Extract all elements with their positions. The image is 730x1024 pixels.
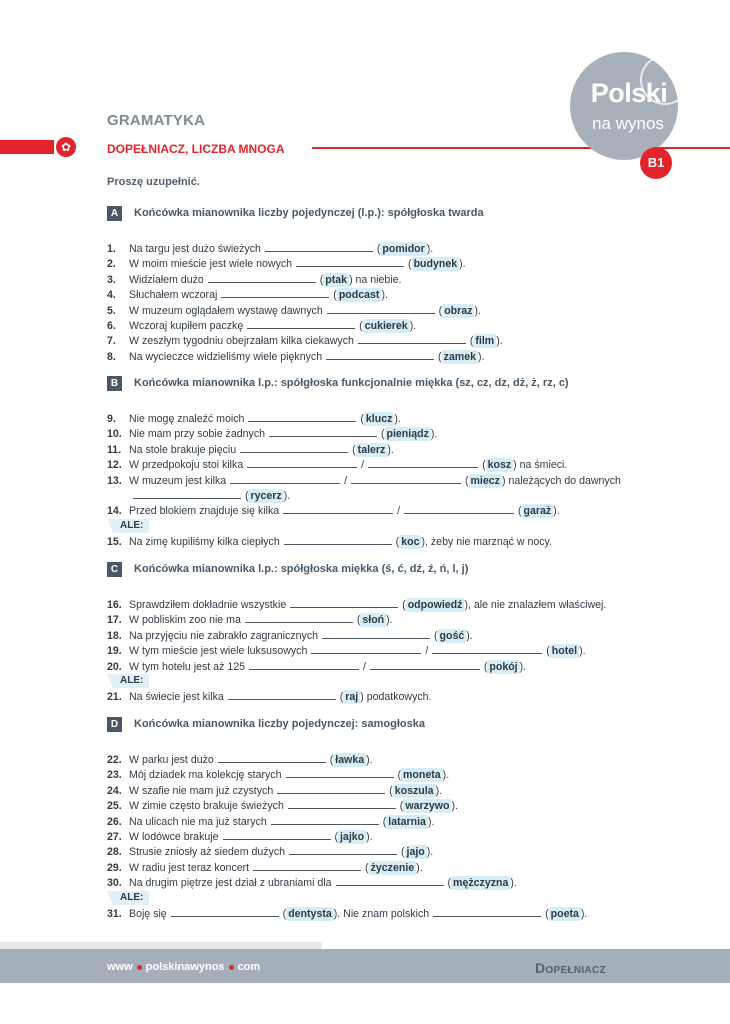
- hint-word: gość: [439, 629, 465, 642]
- hint-word: podcast: [338, 289, 380, 302]
- hint-word: pokój: [489, 660, 518, 673]
- item-number: 30.: [107, 877, 122, 890]
- section-letter: C: [107, 562, 122, 577]
- answer-blank[interactable]: [433, 906, 541, 917]
- answer-blank[interactable]: [269, 426, 377, 437]
- hint-word: latarnia: [388, 815, 426, 828]
- item-text: ).: [366, 831, 373, 843]
- item-number: 19.: [107, 645, 122, 658]
- item-text: W lodówce brakuje: [129, 831, 219, 843]
- answer-blank[interactable]: [322, 628, 430, 639]
- item-text: ).: [409, 320, 417, 332]
- item-text: /: [394, 505, 401, 518]
- footer-strip: [0, 942, 322, 949]
- item-text: W zeszłym tygodniu obejrzałam kilka ciekawych: [129, 335, 354, 348]
- item-text: Na wycieczce widzieliśmy wiele pięknych: [129, 350, 323, 363]
- exercise-item: [107, 860, 423, 875]
- exercise-item: [107, 349, 484, 364]
- hint-word: film: [475, 335, 495, 348]
- item-text: W parku jest dużo: [129, 754, 214, 766]
- hint-word: warzywo: [405, 800, 450, 813]
- grammar-icon: ✿: [56, 137, 76, 157]
- item-text: W radiu jest teraz koncert: [129, 861, 250, 874]
- item-text: ).: [427, 815, 435, 828]
- item-text: ) należących do dawnych: [501, 474, 621, 487]
- item-text: W zimie często brakuje świeżych: [129, 800, 284, 813]
- ale-label: ALE:: [107, 674, 149, 688]
- item-number: 26.: [107, 815, 122, 828]
- item-text: W moim mieście jest wiele nowych: [129, 258, 293, 271]
- exercise-item: [107, 643, 586, 658]
- dot-icon: [229, 965, 234, 970]
- hint-paren: (: [399, 599, 406, 611]
- item-text: ).: [553, 505, 560, 518]
- answer-blank[interactable]: [277, 783, 385, 794]
- item-text: ).: [394, 413, 401, 425]
- answer-blank[interactable]: [249, 659, 359, 670]
- item-text: W tym hotelu jest aż 125: [129, 660, 245, 673]
- answer-blank[interactable]: [171, 906, 279, 917]
- item-number: 17.: [107, 614, 122, 627]
- item-number: 29.: [107, 861, 122, 874]
- topic-heading: DOPEŁNIACZ, LICZBA MNOGA: [107, 142, 285, 156]
- item-number: 20.: [107, 660, 122, 673]
- hint-paren: (: [357, 413, 364, 425]
- item-number: 10.: [107, 428, 122, 441]
- item-number: 22.: [107, 754, 122, 766]
- answer-blank[interactable]: [326, 349, 434, 360]
- answer-blank[interactable]: [133, 488, 241, 499]
- item-number: 4.: [107, 289, 116, 302]
- answer-blank[interactable]: [370, 659, 480, 670]
- section-letter: D: [107, 717, 122, 732]
- section-header: [107, 205, 484, 221]
- hint-paren: (: [431, 629, 438, 642]
- hint-word: zamek: [443, 350, 476, 363]
- item-text: ).: [510, 877, 517, 890]
- exercise-item: [107, 767, 449, 782]
- item-text: /: [358, 459, 365, 472]
- hint-paren: (: [373, 243, 381, 255]
- item-text: ) podatkowych.: [360, 691, 432, 704]
- hint-paren: (: [331, 831, 338, 843]
- item-number: 16.: [107, 599, 122, 611]
- item-text: Mój dziadek ma kolekcję starych: [129, 769, 282, 782]
- answer-blank[interactable]: [311, 643, 421, 654]
- answer-blank[interactable]: [327, 303, 435, 314]
- accent-bar: [0, 140, 54, 154]
- hint-word: koszula: [394, 784, 434, 797]
- item-text: Nie mogę znaleźć moich: [129, 413, 245, 425]
- item-text: ).: [442, 769, 450, 782]
- section-letter: A: [107, 206, 122, 221]
- item-text: ).: [435, 784, 443, 797]
- answer-blank[interactable]: [288, 798, 396, 809]
- item-text: W przedpokoju stoi kilka: [129, 459, 244, 472]
- answer-blank[interactable]: [247, 457, 357, 468]
- answer-blank[interactable]: [228, 689, 336, 700]
- answer-blank[interactable]: [223, 829, 331, 840]
- hint-paren: (: [349, 443, 356, 456]
- item-text: ).: [387, 443, 394, 456]
- item-number: 12.: [107, 459, 122, 472]
- item-text: Na przyjęciu nie zabrakło zagranicznych: [129, 629, 319, 642]
- hint-word: odpowiedź: [407, 599, 463, 611]
- item-text: Wczoraj kupiłem paczkę: [129, 320, 244, 332]
- logo-subtitle: na wynos: [592, 114, 664, 133]
- hint-word: poeta: [550, 908, 579, 920]
- hint-paren: (: [242, 490, 249, 502]
- item-number: 6.: [107, 320, 116, 332]
- item-text: Strusie zniosły aż siedem dużych: [129, 846, 286, 859]
- answer-blank[interactable]: [253, 860, 361, 871]
- hint-word: cukierek: [364, 320, 408, 332]
- item-text: /: [341, 474, 348, 487]
- hint-paren: (: [396, 800, 404, 813]
- section-title: Końcówka mianownika l.p.: spółgłoska funkcjonalnie miękka (sz, cz, dz, dż, ż, rz, c): [134, 377, 569, 389]
- answer-blank[interactable]: [336, 875, 444, 886]
- hint-word: dentysta: [288, 908, 332, 920]
- item-text: Nie mam przy sobie żadnych: [129, 428, 266, 441]
- answer-blank[interactable]: [351, 473, 461, 484]
- hint-paren: (: [279, 908, 287, 920]
- item-text: Na stole brakuje pięciu: [129, 443, 237, 456]
- item-text: W muzeum jest kilka: [129, 474, 227, 487]
- answer-blank[interactable]: [221, 287, 329, 298]
- section-header: [107, 561, 468, 577]
- answer-blank[interactable]: [358, 333, 466, 344]
- level-badge: B1: [640, 147, 672, 179]
- hint-word: życzenie: [370, 861, 415, 874]
- hint-word: ławka: [335, 754, 365, 766]
- item-text: ).: [579, 645, 586, 658]
- hint-paren: (: [316, 273, 324, 286]
- item-text: /: [422, 645, 429, 658]
- hint-paren: (: [378, 428, 385, 441]
- url-domain: polskinawynos: [145, 961, 225, 973]
- exercise-item: [107, 906, 587, 921]
- item-number: 18.: [107, 629, 122, 642]
- answer-blank[interactable]: [208, 272, 316, 283]
- item-text: ).: [366, 754, 373, 766]
- hint-paren: (: [362, 861, 369, 874]
- item-text: Sprawdziłem dokładnie wszystkie: [129, 599, 287, 611]
- item-number: 9.: [107, 413, 116, 425]
- item-text: ).: [580, 908, 588, 920]
- exercise-item: [107, 488, 290, 503]
- exercise-item: [107, 829, 373, 844]
- item-text: ).: [426, 243, 434, 255]
- section-title: Końcówka mianownika liczby pojedynczej: samogłoska: [134, 718, 425, 730]
- hint-word: hotel: [551, 645, 578, 658]
- hint-paren: (: [479, 459, 486, 472]
- item-text: ).: [478, 350, 485, 363]
- instruction-text: Proszę uzupełnić.: [107, 176, 200, 188]
- hint-paren: (: [353, 614, 361, 627]
- footer-url[interactable]: [107, 961, 260, 973]
- hint-word: pieniądz: [386, 428, 429, 441]
- item-number: 21.: [107, 691, 122, 704]
- hint-word: jajko: [339, 831, 365, 843]
- exercise-item: [107, 318, 416, 333]
- item-text: Na drugim piętrze jest dział z ubraniami dla: [129, 877, 332, 890]
- item-text: ), ale nie znalazłem właściwej.: [464, 599, 607, 611]
- hint-word: ptak: [325, 273, 348, 286]
- item-text: W muzeum oglądałem wystawę dawnych: [129, 304, 323, 317]
- item-text: ).: [519, 660, 527, 673]
- section-title: Końcówka mianownika l.p.: spółgłoska miękka (ś, ć, dź, ź, ń, l, j): [134, 563, 469, 575]
- exercise-item: [107, 272, 401, 287]
- exercise-item: [107, 442, 394, 457]
- item-number: 27.: [107, 831, 122, 843]
- item-text: Na ulicach nie ma już starych: [129, 815, 267, 828]
- hint-word: budynek: [413, 258, 458, 271]
- hint-word: klucz: [365, 413, 393, 425]
- exercise-item: [107, 798, 458, 813]
- exercise-item: [107, 597, 606, 612]
- hint-word: moneta: [402, 769, 441, 782]
- hint-paren: (: [398, 846, 405, 859]
- exercise-item: [107, 844, 433, 859]
- hint-paren: (: [435, 350, 442, 363]
- item-text: Na targu jest dużo świeżych: [129, 243, 261, 255]
- item-number: 1.: [107, 243, 116, 255]
- answer-blank[interactable]: [265, 241, 373, 252]
- exercise-item: [107, 256, 466, 271]
- answer-blank[interactable]: [240, 442, 348, 453]
- exercise-item: [107, 814, 434, 829]
- item-text: ).: [466, 629, 473, 642]
- item-text: ).: [426, 846, 434, 859]
- item-number: 14.: [107, 505, 122, 518]
- answer-blank[interactable]: [284, 534, 392, 545]
- item-text: ) na śmieci.: [513, 459, 568, 472]
- hint-word: słoń: [362, 614, 385, 627]
- exercise-item: [107, 659, 526, 674]
- exercise-item: [107, 875, 517, 890]
- answer-blank[interactable]: [368, 457, 478, 468]
- item-text: ).: [386, 614, 393, 627]
- item-text: Słuchałem wczoraj: [129, 289, 218, 302]
- exercise-item: [107, 628, 473, 643]
- exercise-item: [107, 503, 560, 518]
- item-number: 2.: [107, 258, 116, 271]
- item-text: Na świecie jest kilka: [129, 691, 224, 704]
- item-text: Boję się: [129, 908, 167, 920]
- topic-divider: [312, 147, 730, 149]
- item-text: ).: [474, 304, 481, 317]
- exercise-item: [107, 303, 481, 318]
- exercise-item: [107, 411, 401, 426]
- item-text: /: [360, 660, 366, 673]
- hint-paren: (: [515, 505, 522, 518]
- ale-label: ALE:: [107, 891, 149, 905]
- section-letter: B: [107, 376, 122, 391]
- hint-paren: (: [480, 660, 488, 673]
- item-number: 15.: [107, 536, 122, 549]
- item-text: ). Nie znam polskich: [333, 908, 430, 920]
- hint-paren: (: [394, 769, 401, 782]
- item-text: ) na niebie.: [349, 273, 402, 286]
- answer-blank[interactable]: [286, 767, 394, 778]
- answer-blank[interactable]: [245, 612, 353, 623]
- hint-paren: (: [379, 815, 387, 828]
- hint-paren: (: [336, 691, 344, 704]
- item-number: 11.: [107, 443, 122, 456]
- item-number: 7.: [107, 335, 116, 348]
- answer-blank[interactable]: [230, 473, 340, 484]
- hint-paren: (: [543, 645, 550, 658]
- page-title: GRAMATYKA: [107, 112, 206, 129]
- hint-paren: (: [462, 474, 469, 487]
- item-text: ).: [459, 258, 466, 271]
- item-number: 31.: [107, 908, 122, 920]
- item-number: 5.: [107, 304, 116, 317]
- hint-word: talerz: [357, 443, 386, 456]
- item-text: ), żeby nie marznąć w nocy.: [421, 536, 552, 549]
- item-number: 24.: [107, 784, 122, 797]
- item-text: ).: [451, 800, 458, 813]
- hint-paren: (: [405, 258, 412, 271]
- answer-blank[interactable]: [290, 597, 398, 608]
- logo-word: Polski: [590, 78, 668, 108]
- item-text: ).: [283, 490, 291, 502]
- item-text: W szafie nie mam już czystych: [129, 784, 274, 797]
- exercise-item: [107, 333, 503, 348]
- item-text: Widziałem dużo: [129, 273, 204, 286]
- exercise-item: [107, 534, 552, 549]
- answer-blank[interactable]: [289, 844, 397, 855]
- hint-paren: (: [326, 754, 334, 766]
- hint-word: jajo: [406, 846, 425, 859]
- hint-word: pomidor: [382, 243, 425, 255]
- exercise-item: [107, 612, 393, 627]
- item-number: 13.: [107, 474, 122, 487]
- hint-paren: (: [542, 908, 549, 920]
- hint-paren: (: [444, 877, 452, 890]
- hint-paren: (: [466, 335, 474, 348]
- exercise-item: [107, 287, 388, 302]
- item-text: Przed blokiem znajduje się kilka: [129, 505, 280, 518]
- answer-blank[interactable]: [218, 752, 326, 763]
- hint-word: kosz: [487, 459, 512, 472]
- item-text: Na zimę kupiliśmy kilka ciepłych: [129, 536, 280, 549]
- hint-word: rycerz: [250, 490, 282, 502]
- hint-word: mężczyzna: [453, 877, 509, 890]
- item-text: ).: [381, 289, 388, 302]
- answer-blank[interactable]: [248, 411, 356, 422]
- hint-paren: (: [386, 784, 393, 797]
- hint-word: garaż: [523, 505, 552, 518]
- answer-blank[interactable]: [296, 256, 404, 267]
- answer-blank[interactable]: [283, 503, 393, 514]
- hint-paren: (: [392, 536, 400, 549]
- ale-label: ALE:: [107, 519, 149, 533]
- item-number: 25.: [107, 800, 122, 813]
- hint-word: raj: [345, 691, 359, 704]
- section-header: [107, 716, 425, 732]
- hint-paren: (: [435, 304, 443, 317]
- answer-blank[interactable]: [432, 643, 542, 654]
- exercise-item: [107, 473, 621, 488]
- answer-blank[interactable]: [247, 318, 355, 329]
- answer-blank[interactable]: [271, 814, 379, 825]
- url-suffix: com: [237, 961, 261, 973]
- hint-word: koc: [401, 536, 420, 549]
- item-text: ).: [496, 335, 503, 348]
- dot-icon: [137, 965, 142, 970]
- answer-blank[interactable]: [404, 503, 514, 514]
- hint-paren: (: [356, 320, 363, 332]
- item-number: 8.: [107, 350, 116, 363]
- hint-word: miecz: [470, 474, 500, 487]
- exercise-item: [107, 783, 442, 798]
- item-text: W tym mieście jest wiele luksusowych: [129, 645, 308, 658]
- section-header: [107, 375, 569, 391]
- item-text: ).: [430, 428, 438, 441]
- hint-word: obraz: [444, 304, 473, 317]
- exercise-item: [107, 457, 567, 472]
- url-prefix: www: [107, 961, 133, 973]
- footer-label: Dopełniacz: [535, 960, 606, 976]
- item-text: ).: [416, 861, 423, 874]
- exercise-item: [107, 689, 432, 704]
- item-number: 28.: [107, 846, 122, 859]
- item-number: 23.: [107, 769, 122, 782]
- section-title: Końcówka mianownika liczby pojedynczej (l.p.): spółgłoska twarda: [134, 207, 484, 219]
- exercise-item: [107, 752, 373, 767]
- item-text: W pobliskim zoo nie ma: [129, 614, 241, 627]
- exercise-item: [107, 241, 433, 256]
- exercise-item: [107, 426, 437, 441]
- hint-paren: (: [330, 289, 337, 302]
- item-number: 3.: [107, 273, 116, 286]
